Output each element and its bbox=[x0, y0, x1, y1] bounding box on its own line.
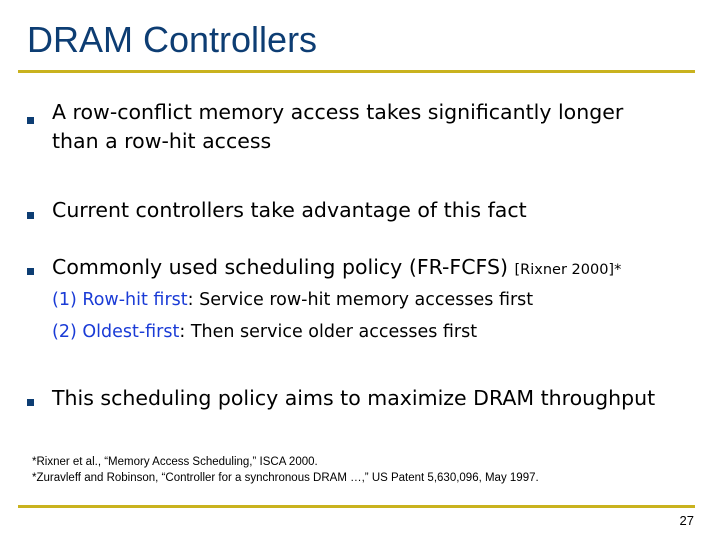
policy-colon-2: : bbox=[179, 322, 186, 342]
bullet-marker bbox=[27, 268, 34, 275]
footnote-1: *Rixner et al., “Memory Access Scheduling,” ISCA 2000. bbox=[32, 456, 318, 468]
bullet-text-4: This scheduling policy aims to maximize DRAM throughput bbox=[52, 386, 656, 410]
footer-divider bbox=[18, 505, 695, 508]
bullet-marker bbox=[27, 212, 34, 219]
policy-label-2: (2) Oldest-first bbox=[52, 322, 180, 342]
bullet-text-3 bbox=[52, 253, 621, 285]
policy-colon-1: : bbox=[187, 290, 194, 310]
bullet-text-1a: A row-conflict memory access takes significantly longer bbox=[52, 100, 624, 124]
bullet-marker bbox=[27, 117, 34, 124]
bullet-text-2: Current controllers take advantage of this fact bbox=[52, 198, 527, 222]
policy-desc-2: Then service older accesses first bbox=[185, 322, 478, 342]
bullet-text-1b: than a row-hit access bbox=[52, 129, 272, 153]
policy-item-1 bbox=[52, 286, 533, 315]
policy-label-1: (1) Row-hit first bbox=[52, 290, 188, 310]
bullet-marker bbox=[27, 399, 34, 406]
footnote-2: *Zuravleff and Robinson, “Controller for a synchronous DRAM …,” US Patent 5,630,096, May 1997. bbox=[32, 472, 539, 484]
page-number: 27 bbox=[679, 513, 694, 528]
citation: [Rixner 2000]* bbox=[514, 262, 622, 278]
title-divider bbox=[18, 70, 695, 73]
bullet-text-3-main: Commonly used scheduling policy (FR-FCFS) bbox=[52, 255, 515, 279]
policy-item-2 bbox=[52, 318, 477, 347]
slide-title: DRAM Controllers bbox=[27, 19, 318, 60]
policy-desc-1: Service row-hit memory accesses first bbox=[193, 290, 534, 310]
